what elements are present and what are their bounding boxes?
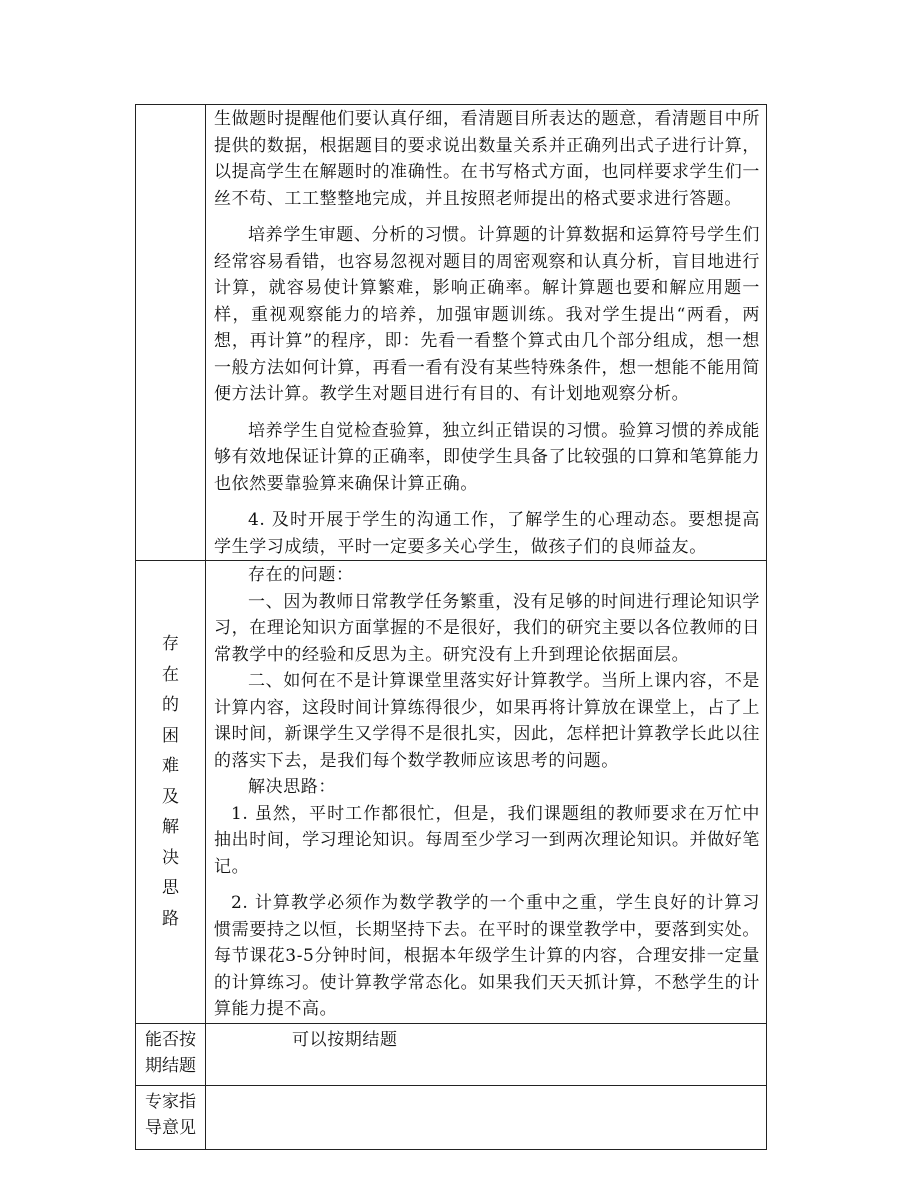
paragraph-calc-accuracy: 生做题时提醒他们要认真仔细，看清题目所表达的题意，看清题目中所提供的数据，根据题目的要求说出数量关系并正确列出式子进行计算，以提高学生在解题时的准确性。在书写格式方面，也同样要求学生们一丝不苟、工工整整地完成，并且按照老师提出的格式要求进行答题。 xyxy=(214,109,760,209)
continuation-content-cell xyxy=(206,105,767,561)
solution-1: 1. 虽然，平时工作都很忙，但是，我们课题组的教师要求在万忙中抽出时间，学习理论知识。每周至少学习一到两次理论知识。并做好笔记。 xyxy=(214,803,760,877)
expert-row xyxy=(136,1085,767,1149)
completion-value-cell xyxy=(206,1023,767,1085)
completion-value: 可以按期结题 xyxy=(292,1029,398,1050)
expert-label-cell xyxy=(136,1085,206,1149)
report-table xyxy=(135,104,767,1150)
expert-label: 专家指导意见 xyxy=(145,1091,196,1138)
continuation-row xyxy=(136,105,767,561)
expert-value-cell xyxy=(206,1085,767,1149)
difficulties-row xyxy=(136,561,767,1024)
difficulties-content-cell xyxy=(206,561,767,1024)
problem-1: 一、因为教师日常教学任务繁重，没有足够的时间进行理论知识学习，在理论知识方面掌握的不是很好，我们的研究主要以各位教师的日常教学中的经验和反思为主。研究没有上升到理论依据面层。 xyxy=(214,591,760,665)
continuation-label-cell xyxy=(136,105,206,561)
difficulties-label: 存 在 的 困 难 及 解 决 思 路 xyxy=(162,634,179,929)
paragraph-communication: 4. 及时开展于学生的沟通工作，了解学生的心理动态。要想提高学生学习成绩，平时一定要多关心学生，做孩子们的良师益友。 xyxy=(214,510,760,557)
completion-label-cell xyxy=(136,1023,206,1085)
solution-2: 2. 计算教学必须作为数学教学的一个重中之重，学生良好的计算习惯需要持之以恒，长期坚持下去。在平时的课堂教学中，要落到实处。每节课花3-5分钟时间，根据本年级学生计算的内容，合理安排一定量的计算练习。使计算教学常态化。如果我们天天抓计算，不愁学生的计算能力提不高。 xyxy=(214,893,760,1019)
completion-label: 能否按期结题 xyxy=(145,1029,196,1076)
completion-row xyxy=(136,1023,767,1085)
solutions-heading: 解决思路： xyxy=(248,777,336,797)
problems-heading: 存在的问题： xyxy=(248,565,354,585)
difficulties-label-cell xyxy=(136,561,206,1024)
problem-2: 二、如何在不是计算课堂里落实好计算教学。当所上课内容，不是计算内容，这段时间计算练得很少，如果再将计算放在课堂上，占了上课时间，新课学生又学得不是很扎实，因此，怎样把计算教学长此以往的落实下去，是我们每个数学教师应该思考的问题。 xyxy=(214,671,760,771)
paragraph-check-habit: 培养学生自觉检查验算，独立纠正错误的习惯。验算习惯的养成能够有效地保证计算的正确率，即使学生具备了比较强的口算和笔算能力也依然要靠验算来确保计算正确。 xyxy=(214,420,760,494)
paragraph-review-habit: 培养学生审题、分析的习惯。计算题的计算数据和运算符号学生们经常容易看错，也容易忽视对题目的周密观察和认真分析，盲目地进行计算，就容易使计算繁难，影响正确率。解计算题也要和解应用题一样，重视观察能力的培养，加强审题训练。我对学生提出“两看，两想，再计算”的程序，即：先看一看整个算式由几个部分组成，想一想一般方法如何计算，再看一看有没有某些特殊条件，想一想能不能用简便方法计算。教学生对题目进行有目的、有计划地观察分析。 xyxy=(214,225,760,404)
